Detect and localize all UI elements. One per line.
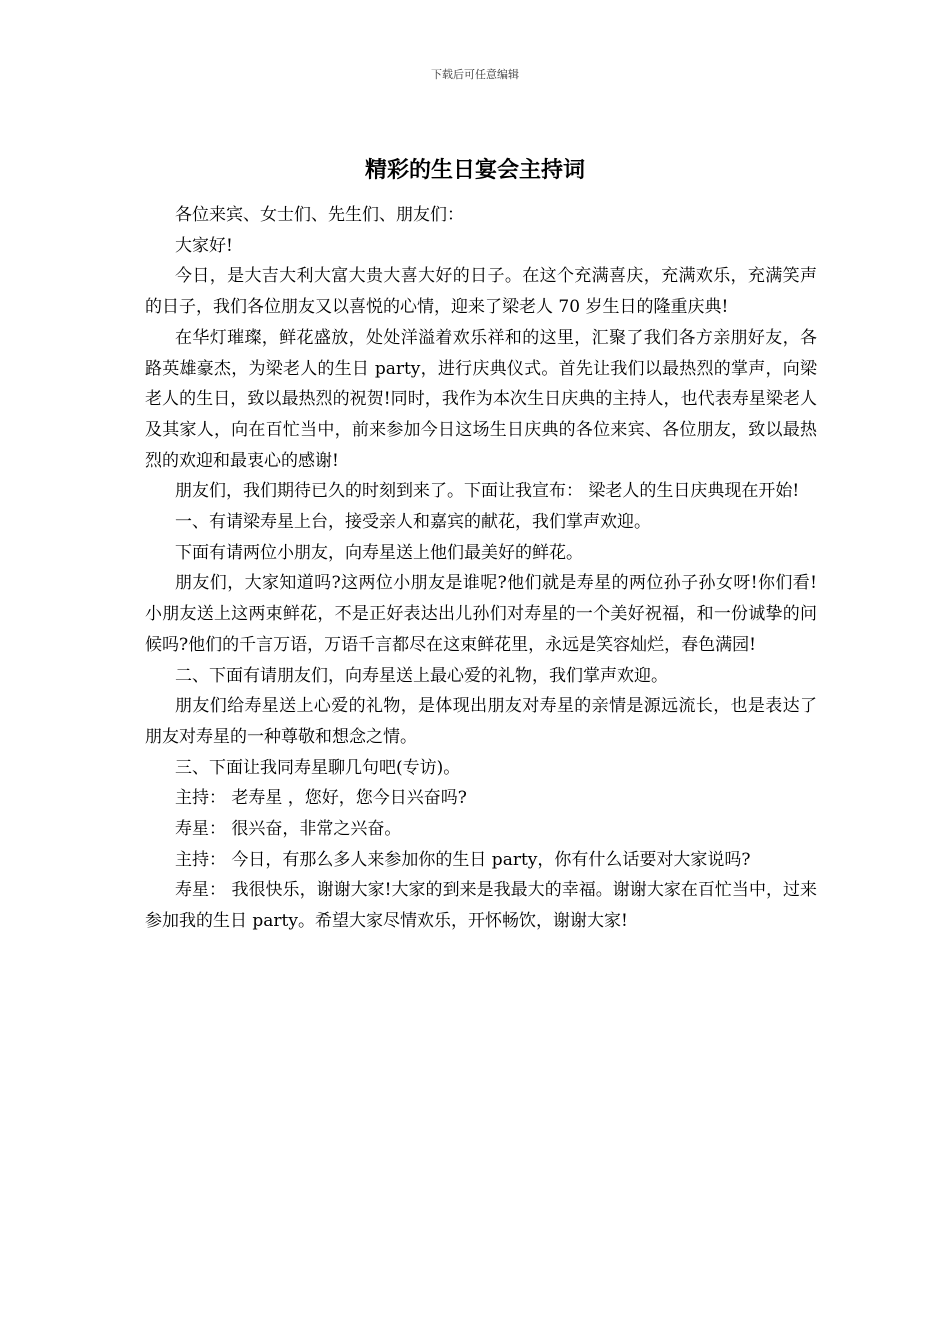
paragraph: 下面有请两位小朋友，向寿星送上他们最美好的鲜花。 xyxy=(175,542,583,563)
paragraph: 朋友们给寿星送上心爱的礼物，是体现出朋友对寿星的亲情是源远流长，也是表达了朋友对寿星的一种尊敬和想念之情。 xyxy=(145,696,817,747)
dialogue-line: 寿星： 我很快乐，谢谢大家!大家的到来是我最大的幸福。谢谢大家在百忙当中，过来参加我的生日 party。希望大家尽情欢乐，开怀畅饮，谢谢大家! xyxy=(145,880,817,932)
dialogue-line: 主持： 今日，有那么多人来参加你的生日 party，你有什么话要对大家说吗? xyxy=(175,849,751,870)
paragraph-greeting: 大家好! xyxy=(175,235,233,256)
paragraph: 朋友们，大家知道吗?这两位小朋友是谁呢?他们就是寿星的两位孙子孙女呀!你们看!小朋友送上这两束鲜花，不是正好表达出儿孙们对寿星的一个美好祝福，和一份诚挚的问候吗?他们的千言万语，万语千言都尽在这束鲜花里，永远是笑容灿烂，春色满园! xyxy=(145,573,817,655)
dialogue-line: 主持： 老寿星 ，您好，您今日兴奋吗? xyxy=(175,788,467,809)
paragraph-section-one: 一、有请梁寿星上台，接受亲人和嘉宾的献花，我们掌声欢迎。 xyxy=(175,512,651,533)
paragraph: 在华灯璀璨，鲜花盛放，处处洋溢着欢乐祥和的这里，汇聚了我们各方亲朋好友，各路英雄豪杰，为梁老人的生日 party，进行庆典仪式。首先让我们以最热烈的掌声，向梁老人的生日，致以最热烈的祝贺!同时，我作为本次生日庆典的主持人，也代表寿星梁老人及其家人，向在百忙当中，前来参加今日这场生日庆典的各位来宾、各位朋友，致以最热烈的欢迎和最衷心的感谢! xyxy=(145,327,817,471)
document-title: 精彩的生日宴会主持词 xyxy=(364,157,585,183)
document-body xyxy=(145,200,817,937)
paragraph-salutation: 各位来宾、女士们、先生们、朋友们： xyxy=(175,205,464,225)
paragraph-section-two: 二、下面有请朋友们，向寿星送上最心爱的礼物，我们掌声欢迎。 xyxy=(175,665,668,686)
paragraph: 朋友们，我们期待已久的时刻到来了。下面让我宣布： 梁老人的生日庆典现在开始! xyxy=(175,481,800,502)
paragraph-section-three: 三、下面让我同寿星聊几句吧(专访)。 xyxy=(175,757,461,778)
header-note: 下载后可任意编辑 xyxy=(431,68,519,81)
paragraph: 今日，是大吉大利大富大贵大喜大好的日子。在这个充满喜庆，充满欢乐，充满笑声的日子，我们各位朋友又以喜悦的心情，迎来了梁老人 70 岁生日的隆重庆典! xyxy=(145,266,817,318)
dialogue-line: 寿星： 很兴奋，非常之兴奋。 xyxy=(175,819,402,840)
